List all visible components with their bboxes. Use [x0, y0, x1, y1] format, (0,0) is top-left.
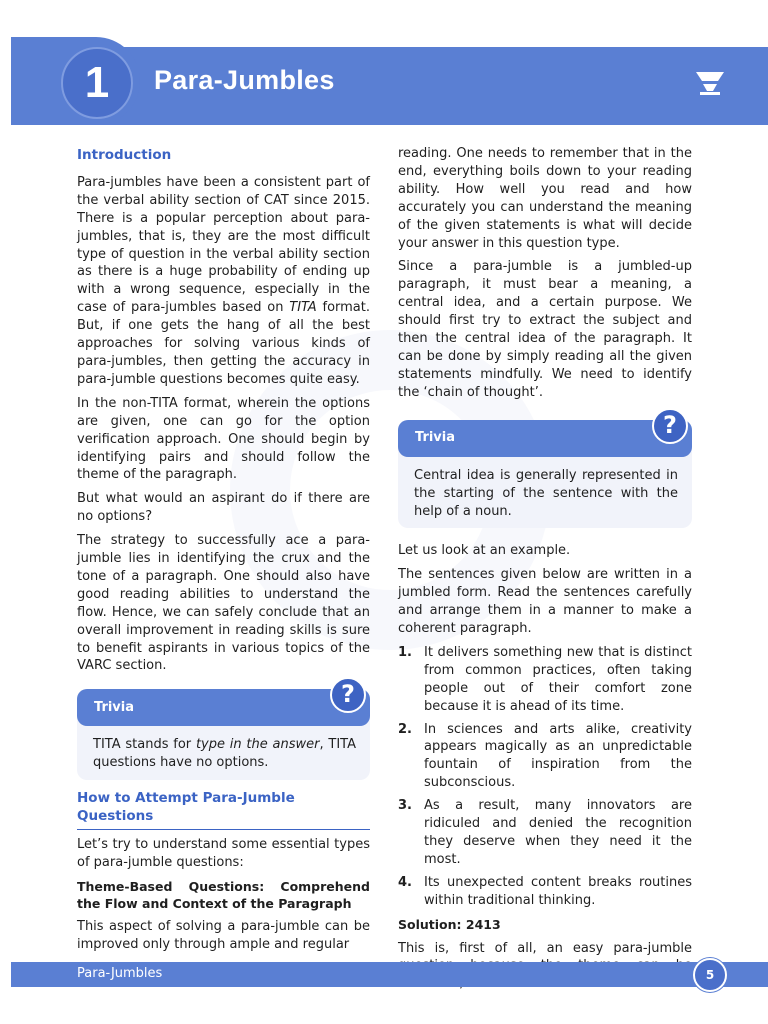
how-to-attempt-heading: How to Attempt Para-Jumble Questions — [77, 790, 370, 830]
trivia-box-central-idea — [398, 410, 692, 529]
trophy-logo-icon — [694, 70, 726, 96]
list-item: 3. As a result, many innovators are ridiculed and denied the recognition they deserve when they need it the most. — [398, 798, 692, 867]
chapter-title: Para-Jumbles — [154, 65, 335, 95]
trivia-title: Trivia — [77, 689, 370, 726]
question-mark-icon: ? — [652, 408, 688, 444]
introduction-heading: Introduction — [77, 147, 172, 163]
reading-paragraph: reading. One needs to remember that in the end, everything boils down to your reading ability. How well you read and how accurately you can understand the meaning of the given statements is what will decide your answer in this question type. — [398, 146, 692, 251]
list-item: 1. It delivers something new that is distinct from common practices, often taking people out of their comfort zone because it is ahead of its time. — [398, 644, 692, 714]
sentence-list — [398, 644, 692, 910]
trivia-box-tita — [77, 680, 370, 780]
instructions-paragraph: The sentences given below are written in a jumbled form. Read the sentences carefully and arrange them in a manner to make a coherent paragraph. — [398, 567, 692, 637]
types-intro-paragraph: Let’s try to understand some essential types of para-jumble questions: — [77, 837, 370, 870]
trivia-title: Trivia — [398, 420, 692, 457]
theme-based-subheading: Theme-Based Questions: Comprehend the Flow and Context of the Paragraph — [77, 878, 370, 912]
right-column — [398, 145, 692, 999]
left-column — [77, 145, 370, 960]
example-intro: Let us look at an example. — [398, 543, 571, 559]
chapter-number-badge: 1 — [61, 47, 133, 119]
trivia-body: Central idea is generally represented in the starting of the sentence with the help of a noun. — [414, 467, 678, 519]
no-options-paragraph: But what would an aspirant do if there are no options? — [77, 491, 370, 525]
jumbled-meaning-paragraph: Since a para-jumble is a jumbled-up paragraph, it must bear a meaning, a central idea, and a certain purpose. We should first try to extract the subject and then the central idea of the paragraph. It can be done by simply reading all the given statements mindfully. We need to identify the ‘chain of thought’. — [398, 259, 692, 400]
page-number: 5 — [693, 958, 727, 992]
theme-based-paragraph: This aspect of solving a para-jumble can be improved only through ample and regular — [77, 918, 370, 952]
footer-title: Para-Jumbles — [77, 966, 163, 981]
intro-paragraph: Para-jumbles have been a consistent part of the verbal ability section of CAT since 2015. There is a popular perception about para-jumbles, that is, they are the most difficult type of question in the verbal ability section as there is a huge probability of ending up with a wrong sequence, especially in the case of para-jumbles based on TITA format. But, if one gets the hang of all the best approaches for solving various kinds of para-jumbles, then getting the accuracy in para-jumble questions becomes quite easy. — [77, 174, 371, 387]
strategy-paragraph: The strategy to successfully ace a para-jumble lies in identifying the crux and the tone of a paragraph. One should also have good reading abilities to understand the flow. Hence, we can safely conclude that an overall improvement in reading skills is sure to benefit aspirants in various topics of the VARC section. — [77, 533, 370, 674]
trivia-body: TITA stands for type in the answer, TITA questions have no options. — [93, 737, 357, 771]
non-tita-paragraph: In the non-TITA format, wherein the options are given, one can go for the option verification approach. One should begin by identifying pairs and should follow the theme of the paragraph. — [77, 395, 370, 483]
list-item: 4. Its unexpected content breaks routines within traditional thinking. — [398, 874, 692, 908]
solution-label: Solution: 2413 — [398, 916, 501, 932]
list-item: 2. In sciences and arts alike, creativity appears magically as an unpredictable fountain of inspiration from the subconscious. — [398, 721, 692, 791]
question-mark-icon: ? — [330, 677, 366, 713]
solution-paragraph: This is, first of all, an easy para-jumble — [398, 940, 692, 956]
